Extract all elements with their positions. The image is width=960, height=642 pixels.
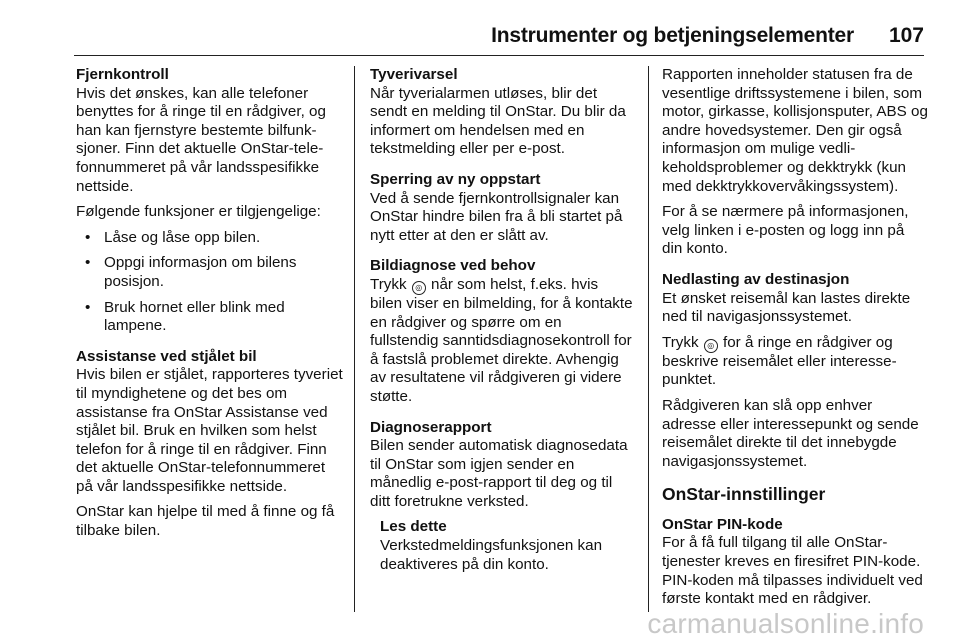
paragraph: Rådgiveren kan slå opp enhver adresse eller interessepunkt og sende reisemålet direkte til det innebygde navigasjonssystemet. [662,396,919,470]
heading-pin: OnStar PIN-kode [662,515,783,533]
column-divider-2 [648,66,649,612]
paragraph: Et ønsket reisemål kan lastes direkte ned til navigasjonssystemet. [662,289,911,326]
column-divider-1 [354,66,355,612]
paragraph: Følgende funksjoner er tilgjengelige: [76,203,321,221]
note-box [380,518,634,574]
page-title: Instrumenter og betjeningselementer [491,24,854,47]
heading-bildiagnose: Bildiagnose ved behov [370,257,536,275]
note-text: Verkstedmeldingsfunksjonen kan deaktiveres på din konto. [380,537,603,573]
paragraph: Når tyverialarmen utløses, blir det sendt en melding til OnStar. Du blir da informert om hendelsen med en tekstmelding eller per e-post. [370,84,626,158]
section-diagnoserapport [370,419,634,575]
section-pin [662,516,928,609]
section-fjernkontroll [76,66,344,336]
list-item: • Låse og låse opp bilen. [76,229,344,248]
section-sperring [370,171,634,245]
text-run: Trykk [662,333,703,351]
paragraph: For å få full tilgang til alle OnStar-tjenester kreves en firesifret PIN-kode. PIN-koden må tilpasses individuelt ved første kontakt med en rådgiver. [662,534,923,608]
column-1 [76,66,344,553]
paragraph [662,334,928,390]
heading-sperring: Sperring av ny oppstart [370,170,541,188]
text-run: Trykk [370,275,411,293]
heading-tyverivarsel: Tyverivarsel [370,66,458,83]
onstar-button-icon: ◎ [704,339,718,353]
column-3 [662,66,928,621]
paragraph: Hvis det ønskes, kan alle telefoner benyttes for å ringe til en rådgiver, og han kan fjernstyre bestemte bilfunksjoner. Finn det aktuelle OnStar-telefonnummeret på vår landsspesifikke nettside. [76,84,326,195]
heading-onstar-innstillinger: OnStar-innstillinger [662,484,826,505]
onstar-button-icon: ◎ [412,281,426,295]
watermark: carmanualsonline.info [647,608,924,639]
heading-nedlasting: Nedlasting av destinasjon [662,270,850,288]
function-list [76,229,344,336]
text-run: for å ringe en rådgiver og beskrive reisemålet eller interessepunktet. [662,333,897,389]
paragraph: Bilen sender automatisk diagnosedata til OnStar som igjen sender en månedlig e-post-rapport til deg og til ditt foretrukne verksted. [370,437,628,510]
column-2 [370,66,634,586]
page-header [0,0,960,58]
header-divider [74,55,924,56]
heading-assistanse: Assistanse ved stjålet bil [76,347,257,365]
list-item: • Oppgi informasjon om bilens posisjon. [76,254,344,291]
list-item: • Bruk hornet eller blink med lampene. [76,299,344,336]
section-nedlasting [662,271,928,471]
paragraph: Hvis bilen er stjålet, rapporteres tyveriet til myndighetene og det bes om assistanse fra OnStar Assistanse ved stjålet bil. Bruk en hvilken som helst telefon for å ringe til en rådgiver. Finn det aktuelle OnStar-telefonnummeret på vår landsspesifikke nettside. [76,366,343,495]
section-assistanse [76,348,344,541]
paragraph: Rapporten inneholder statusen fra de vesentlige driftssystemene i bilen, som motor, girkasse, kollisjonsputer, ABS og andre hovedsystemer. Den gir også informasjon om mulige vedlikeholdsproblemer og dekktrykk (kun med dekktrykkovervåkingssystem). [662,66,928,195]
page-number: 107 [888,24,924,47]
text-run: når som helst, f.eks. hvis bilen viser en bilmelding, for å kontakte en rådgiver og spørre om en fullstendig sanntidsdiagnosekontroll for å fastslå problemet direkte. Avhengig av resultatene vil rådgiveren gi videre støtte. [370,275,633,405]
paragraph [370,276,634,407]
heading-diagnoserapport: Diagnoserapport [370,418,492,436]
note-heading: Les dette [380,518,447,536]
paragraph: For å se nærmere på informasjonen, velg linken i e-posten og logg inn på din konto. [662,203,909,258]
paragraph: OnStar kan hjelpe til med å finne og få tilbake bilen. [76,503,335,540]
section-bildiagnose [370,257,634,406]
paragraph: Ved å sende fjernkontrollsignaler kan OnStar hindre bilen fra å bli startet på nytt etter at den er slått av. [370,189,623,244]
section-tyverivarsel [370,66,634,159]
heading-fjernkontroll: Fjernkontroll [76,66,169,83]
